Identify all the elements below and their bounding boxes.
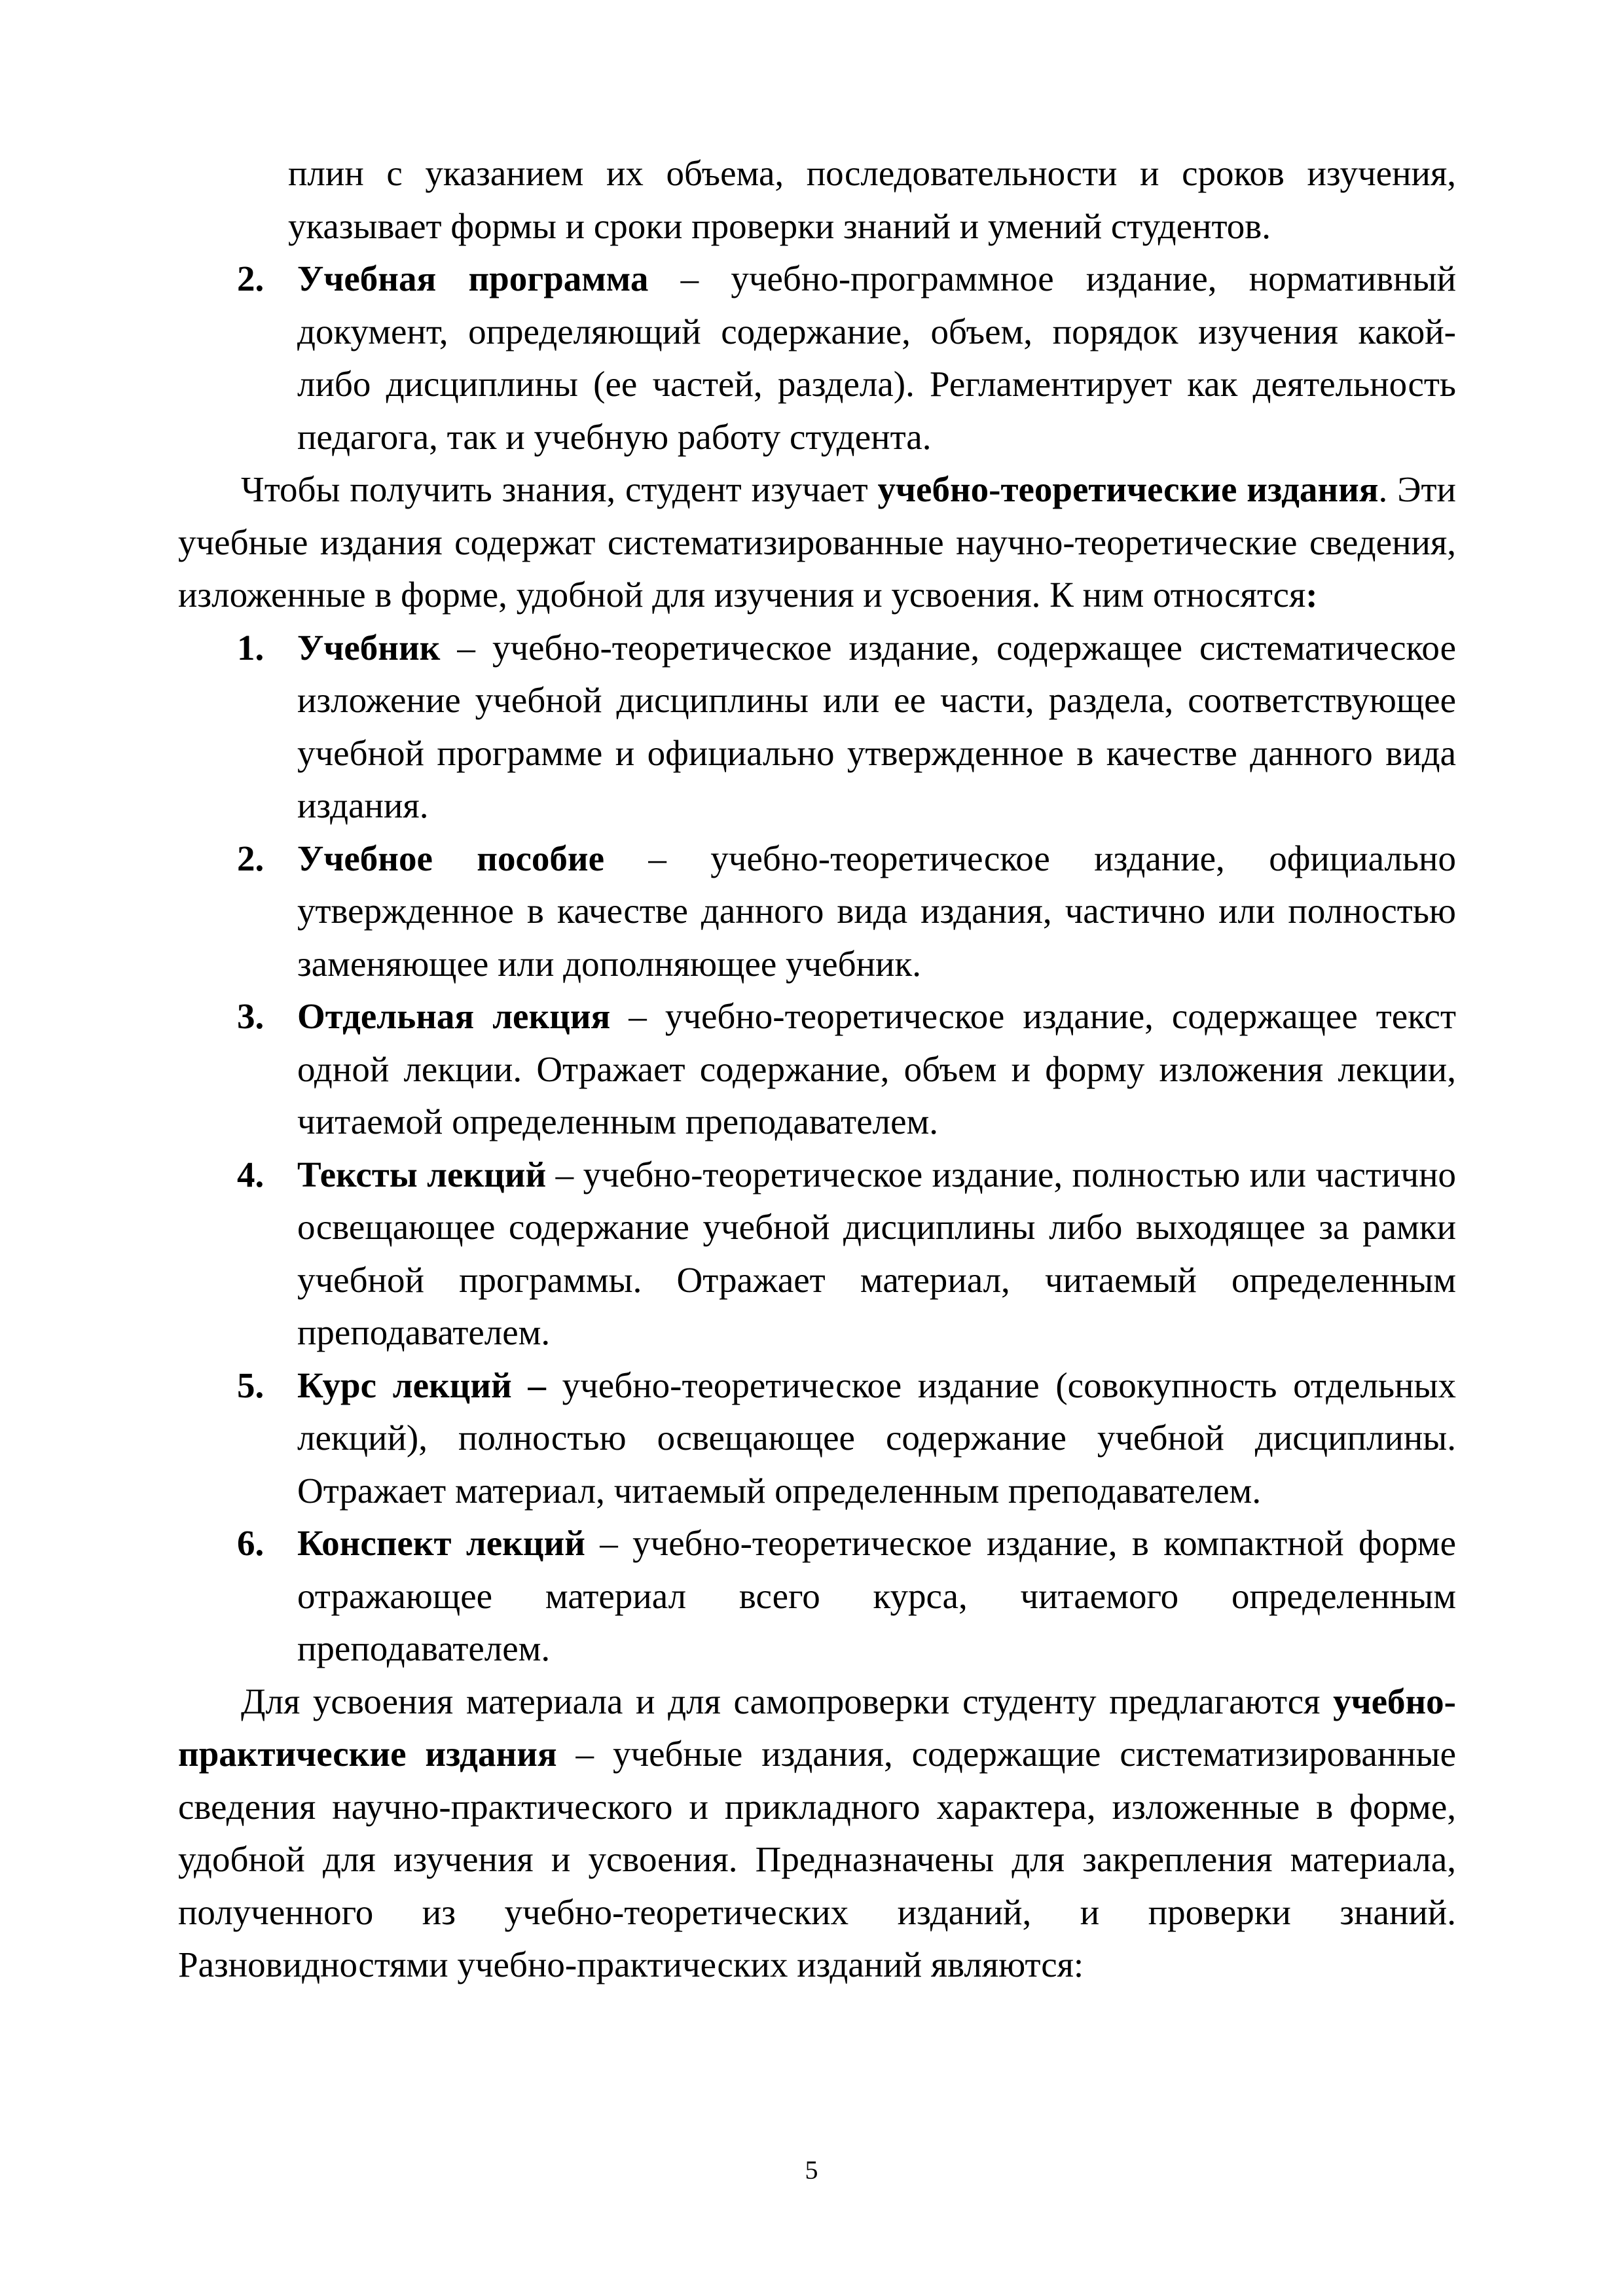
list-item-term: Конспект лекций (297, 1523, 585, 1563)
list-item-number: 4. (237, 1154, 264, 1194)
paragraph-tail: . Эти учебные издания содержат систематизированные научно-теоретические сведения, изложенные в форме, удобной для изучения и усвоения. К ним относятся (178, 469, 1456, 615)
list-item-definition: – учебно-теоретическое издание, в компактной форме отражающее материал всего курса, читаемого определенным преподавателем. (297, 1523, 1456, 1668)
paragraph-practical (178, 1676, 1456, 1992)
list-item-term: Учебник (297, 627, 441, 668)
list-item (178, 622, 1456, 833)
list-program (178, 253, 1456, 463)
continuation-text (288, 147, 1456, 253)
list-item (178, 1517, 1456, 1676)
list-item-term: Учебное пособие (297, 838, 604, 878)
list-item-definition: – учебно-теоретическое издание, содержащее текст одной лекции. Отражает содержание, объем и форму изложения лекции, читаемой определенным преподавателем. (297, 996, 1456, 1141)
list-item-term: Учебная программа (297, 259, 649, 298)
list-item-number: 5. (237, 1365, 264, 1405)
paragraph-lead: Чтобы получить знания, студент изучает (241, 469, 878, 509)
list-item (178, 1149, 1456, 1359)
list-item-number: 2. (237, 838, 264, 878)
continuation-line: плин с указанием их объема, последовательности и сроков изучения, указывает формы и сроки проверки знаний и умений студентов. (288, 153, 1456, 246)
list-theoretical-editions (178, 622, 1456, 1676)
paragraph-bold-term: учебно-теоретические издания (877, 469, 1379, 509)
page-body (178, 147, 1456, 1992)
paragraph-bold-term: учебно-практические издания (178, 1681, 1456, 1774)
list-item-definition: – учебно-теоретическое издание, содержащее систематическое изложение учебной дисциплины или ее части, раздела, соответствующее учебной программе и официально утвержденное в качестве данного вида издания. (297, 627, 1456, 825)
paragraph-lead: Для усвоения материала и для самопроверки студенту предлагаются (241, 1681, 1334, 1721)
list-item-term: Тексты лекций (297, 1154, 547, 1194)
list-item-number: 6. (237, 1523, 264, 1563)
page-number: 5 (805, 2155, 818, 2185)
list-item-definition: – учебно-программное издание, нормативный документ, определяющий содержание, объем, порядок изучения какой-либо дисциплины (ее частей, раздела). Регламентирует как деятельность педагога, так и учебную работу студента. (297, 259, 1457, 457)
list-item-definition: учебно-теоретическое издание (совокупность отдельных лекций), полностью освещающее содержание учебной дисциплины. Отражает материал, читаемый определенным преподавателем. (297, 1365, 1456, 1511)
list-item (178, 833, 1456, 991)
list-item (178, 1359, 1456, 1518)
paragraph-theoretical (178, 463, 1456, 622)
list-item-term: Курс лекций – (297, 1365, 546, 1405)
list-item-definition: – учебно-теоретическое издание, официально утвержденное в качестве данного вида издания, частично или полностью заменяющее или дополняющее учебник. (297, 838, 1456, 984)
paragraph-tail-bold: : (1305, 575, 1318, 615)
list-item (178, 253, 1456, 463)
list-item-number: 2. (237, 259, 264, 298)
list-item-definition: – учебно-теоретическое издание, полностью или частично освещающее содержание учебной дисциплины либо выходящее за рамки учебной программы. Отражает материал, читаемый определенным преподавателем. (297, 1154, 1457, 1352)
list-item (178, 990, 1456, 1149)
list-item-number: 3. (237, 996, 264, 1036)
list-item-number: 1. (237, 627, 264, 668)
paragraph-tail: – учебные издания, содержащие систематизированные сведения научно-практического и прикладного характера, изложенные в форме, удобной для изучения и усвоения. Предназначены для закрепления материала, полученного из учебно-теоретических изданий, и проверки знаний. Разновидностями учебно-практических изданий являются: (178, 1734, 1456, 1984)
list-item-term: Отдельная лекция (297, 996, 611, 1036)
